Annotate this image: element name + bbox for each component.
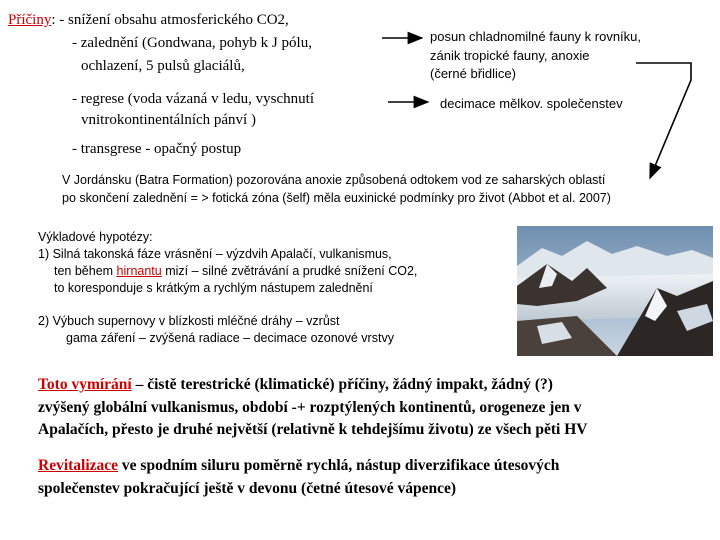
regression-line-1: - regrese (voda vázaná v ledu, vyschnutí <box>72 91 314 107</box>
consequence-line-2: zánik tropické fauny, anoxie <box>430 48 590 63</box>
transgression-line: - transgrese - opačný postup <box>72 141 242 157</box>
extinction-line-3: Apalačích, přesto je druhé největší (relativně k tehdejšímu životu) ze všech pěti HV <box>38 421 588 438</box>
causes-label: Příčiny <box>8 12 52 28</box>
decimation-text: decimace mělkov. společenstev <box>440 96 623 111</box>
causes-line-3: ochlazení, 5 pulsů glaciálů, <box>81 58 245 74</box>
extinction-term: Toto vymírání <box>38 376 132 393</box>
revitalization-line-1 <box>38 457 559 475</box>
extinction-text-1: – čistě terestrické (klimatické) příčiny, žádný impakt, žádný (?) <box>131 376 553 393</box>
regression-line-2: vnitrokontinentálních pánví ) <box>81 112 256 128</box>
causes-text-1: : - snížení obsahu atmosferického CO2, <box>51 12 289 28</box>
revitalization-line-2: společenstev pokračující ještě v devonu (četné útesové vápence) <box>38 480 456 497</box>
hypothesis-2-line-1: 2) Výbuch supernovy v blízkosti mléčné dráhy – vzrůst <box>38 314 340 328</box>
consequence-line-3: (černé břidlice) <box>430 66 516 81</box>
hypothesis-2-line-2: gama záření – zvýšená radiace – decimace ozonové vrstvy <box>66 331 394 345</box>
revitalization-term: Revitalizace <box>38 457 119 474</box>
extinction-line-2: zvýšený globální vulkanismus, období -+ rozptýlených kontinentů, orogeneze jen v <box>38 399 582 416</box>
extinction-line-1 <box>38 376 553 394</box>
jordan-line-1: V Jordánsku (Batra Formation) pozorována anoxie způsobená odtokem vod ze saharských oblastí <box>62 173 606 187</box>
hypotheses-title: Výkladové hypotézy: <box>38 230 153 244</box>
causes-line-2: - zalednění (Gondwana, pohyb k J pólu, <box>72 35 312 51</box>
arrow-consequence-to-jordan <box>636 63 691 178</box>
hirnant-term: hirnantu <box>116 264 162 278</box>
consequence-line-1: posun chladnomilné fauny k rovníku, <box>430 29 642 44</box>
hypothesis-1-line-1: 1) Silná takonská fáze vrásnění – výzdvih Apalačí, vulkanismus, <box>38 247 392 261</box>
hypothesis-1-post: mizí – silné zvětrávání a prudké snížení CO2, <box>161 264 418 278</box>
jordan-line-2: po skončení zalednění = > fotická zóna (šelf) měla euxinické podmínky pro život (Abbot et al. 2007) <box>62 191 611 205</box>
hypothesis-1-pre: ten během <box>54 264 117 278</box>
hypothesis-1-line-2 <box>54 264 417 278</box>
hypothesis-1-line-3: to koresponduje s krátkým a rychlým nástupem zalednění <box>54 281 373 295</box>
revitalization-text-1: ve spodním siluru poměrně rychlá, nástup diverzifikace útesových <box>118 457 560 474</box>
glacier-mountain-photo <box>517 226 713 356</box>
